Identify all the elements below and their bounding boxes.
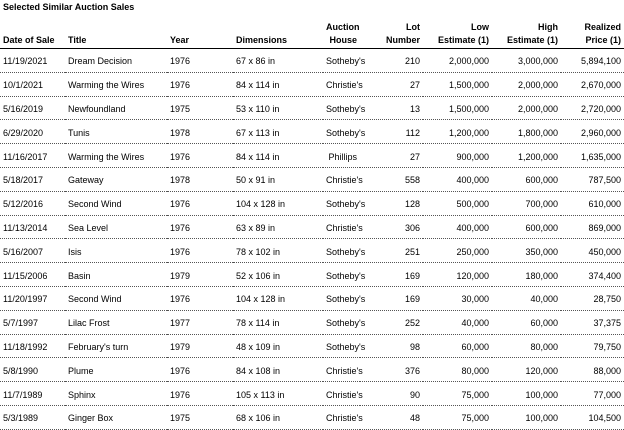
cell-realized-price: 1,635,000 xyxy=(580,151,621,162)
cell-auction-house: Sotheby's xyxy=(326,318,366,329)
header-realized-price: Realized Price (1) xyxy=(584,22,621,45)
cell-realized-price: 869,000 xyxy=(588,222,621,233)
cell-auction-house: Christie's xyxy=(326,222,363,233)
table-row xyxy=(0,167,624,191)
header-high-estimate: High Estimate (1) xyxy=(506,22,558,45)
cell-dimensions: 52 x 106 in xyxy=(236,270,281,281)
cell-dimensions: 67 x 86 in xyxy=(236,56,276,67)
table-row xyxy=(0,72,624,96)
table-row xyxy=(0,96,624,120)
cell-low-estimate: 30,000 xyxy=(461,294,489,305)
cell-dimensions: 84 x 114 in xyxy=(236,80,280,91)
cell-lot-number: 251 xyxy=(404,246,420,257)
table-row xyxy=(0,215,624,239)
cell-lot-number: 98 xyxy=(409,341,420,352)
cell-year: 1975 xyxy=(170,103,191,114)
cell-low-estimate: 60,000 xyxy=(461,341,489,352)
cell-high-estimate: 100,000 xyxy=(525,389,558,400)
cell-realized-price: 450,000 xyxy=(588,246,621,257)
cell-lot-number: 376 xyxy=(404,365,420,376)
cell-lot-number: 27 xyxy=(409,151,420,162)
cell-high-estimate: 60,000 xyxy=(530,318,558,329)
cell-year: 1976 xyxy=(170,389,191,400)
cell-date: 10/1/2021 xyxy=(3,80,44,91)
cell-title: Plume xyxy=(68,365,94,376)
cell-date: 11/20/1997 xyxy=(3,294,48,305)
cell-low-estimate: 400,000 xyxy=(456,222,489,233)
cell-high-estimate: 1,800,000 xyxy=(517,127,558,138)
cell-dimensions: 104 x 128 in xyxy=(236,294,286,305)
cell-date: 5/16/2007 xyxy=(3,246,44,257)
cell-realized-price: 374,400 xyxy=(588,270,621,281)
cell-dimensions: 78 x 102 in xyxy=(236,246,281,257)
cell-lot-number: 169 xyxy=(404,294,420,305)
table-row xyxy=(0,405,624,429)
cell-auction-house: Phillips xyxy=(328,151,357,162)
cell-date: 5/18/2017 xyxy=(3,175,44,186)
table-row xyxy=(0,263,624,287)
cell-realized-price: 79,750 xyxy=(593,341,621,352)
cell-year: 1979 xyxy=(170,341,191,352)
cell-lot-number: 13 xyxy=(409,103,420,114)
table-row xyxy=(0,310,624,334)
cell-high-estimate: 350,000 xyxy=(525,246,558,257)
cell-dimensions: 53 x 110 in xyxy=(236,103,280,114)
cell-date: 11/19/2021 xyxy=(3,56,48,67)
table-row xyxy=(0,358,624,382)
cell-title: Lilac Frost xyxy=(68,318,110,329)
cell-title: Warming the Wires xyxy=(68,80,145,91)
cell-year: 1975 xyxy=(170,413,191,424)
header-date: Date of Sale xyxy=(3,35,55,45)
cell-year: 1976 xyxy=(170,365,191,376)
cell-lot-number: 252 xyxy=(404,318,420,329)
cell-dimensions: 105 x 113 in xyxy=(236,389,285,400)
cell-auction-house: Christie's xyxy=(326,413,363,424)
header-low-estimate: Low Estimate (1) xyxy=(437,22,489,45)
cell-realized-price: 610,000 xyxy=(588,199,621,210)
cell-high-estimate: 700,000 xyxy=(525,199,558,210)
cell-title: Basin xyxy=(68,270,91,281)
header-title: Title xyxy=(68,35,87,45)
cell-realized-price: 2,720,000 xyxy=(580,103,621,114)
cell-dimensions: 104 x 128 in xyxy=(236,199,286,210)
header-year: Year xyxy=(170,35,190,45)
cell-year: 1977 xyxy=(170,318,191,329)
cell-date: 11/13/2014 xyxy=(3,222,48,233)
cell-year: 1976 xyxy=(170,151,191,162)
cell-lot-number: 128 xyxy=(404,199,420,210)
table-row xyxy=(0,120,624,144)
cell-low-estimate: 2,000,000 xyxy=(448,56,489,67)
cell-realized-price: 5,894,100 xyxy=(580,56,621,67)
cell-dimensions: 63 x 89 in xyxy=(236,222,276,233)
cell-year: 1976 xyxy=(170,246,191,257)
cell-realized-price: 787,500 xyxy=(588,175,621,186)
cell-title: Tunis xyxy=(68,127,90,138)
cell-dimensions: 50 x 91 in xyxy=(236,175,276,186)
cell-date: 11/15/2006 xyxy=(3,270,48,281)
cell-low-estimate: 900,000 xyxy=(456,151,489,162)
cell-date: 6/29/2020 xyxy=(3,127,44,138)
cell-realized-price: 2,670,000 xyxy=(580,80,621,91)
cell-dimensions: 67 x 113 in xyxy=(236,127,280,138)
cell-title: Warming the Wires xyxy=(68,151,145,162)
cell-title: Isis xyxy=(68,246,82,257)
cell-date: 5/16/2019 xyxy=(3,103,44,114)
header-auction-house: Auction House xyxy=(326,22,360,45)
cell-year: 1976 xyxy=(170,56,191,67)
cell-dimensions: 78 x 114 in xyxy=(236,318,280,329)
cell-year: 1976 xyxy=(170,80,191,91)
cell-low-estimate: 250,000 xyxy=(456,246,489,257)
cell-realized-price: 104,500 xyxy=(588,413,621,424)
cell-high-estimate: 3,000,000 xyxy=(517,56,558,67)
cell-high-estimate: 2,000,000 xyxy=(517,80,558,91)
cell-title: February's turn xyxy=(68,341,129,352)
table-header-row xyxy=(0,17,624,49)
cell-low-estimate: 1,500,000 xyxy=(448,103,489,114)
cell-auction-house: Christie's xyxy=(326,389,363,400)
table-row xyxy=(0,382,624,406)
cell-year: 1979 xyxy=(170,270,191,281)
cell-date: 5/12/2016 xyxy=(3,199,44,210)
cell-auction-house: Christie's xyxy=(326,80,363,91)
cell-title: Sea Level xyxy=(68,222,109,233)
cell-auction-house: Sotheby's xyxy=(326,103,366,114)
cell-dimensions: 68 x 106 in xyxy=(236,413,281,424)
cell-low-estimate: 1,500,000 xyxy=(448,80,489,91)
cell-date: 11/7/1989 xyxy=(3,389,43,400)
cell-high-estimate: 100,000 xyxy=(525,413,558,424)
cell-auction-house: Christie's xyxy=(326,175,363,186)
cell-low-estimate: 400,000 xyxy=(456,175,489,186)
cell-auction-house: Christie's xyxy=(326,365,363,376)
table-row xyxy=(0,334,624,358)
cell-high-estimate: 120,000 xyxy=(525,365,558,376)
cell-date: 5/7/1997 xyxy=(3,318,39,329)
header-lot-number: Lot Number xyxy=(385,22,420,45)
cell-lot-number: 558 xyxy=(404,175,420,186)
cell-title: Sphinx xyxy=(68,389,96,400)
table-row xyxy=(0,49,624,73)
cell-date: 11/18/1992 xyxy=(3,341,48,352)
cell-realized-price: 88,000 xyxy=(593,365,621,376)
cell-dimensions: 48 x 109 in xyxy=(236,341,281,352)
cell-year: 1976 xyxy=(170,294,191,305)
cell-high-estimate: 600,000 xyxy=(525,175,558,186)
cell-lot-number: 169 xyxy=(404,270,420,281)
cell-low-estimate: 500,000 xyxy=(456,199,489,210)
cell-low-estimate: 75,000 xyxy=(461,413,489,424)
table-row xyxy=(0,286,624,310)
cell-auction-house: Sotheby's xyxy=(326,199,366,210)
cell-high-estimate: 180,000 xyxy=(525,270,558,281)
cell-date: 5/8/1990 xyxy=(3,365,39,376)
cell-low-estimate: 40,000 xyxy=(461,318,489,329)
header-dimensions: Dimensions xyxy=(236,35,288,45)
cell-title: Ginger Box xyxy=(68,413,114,424)
cell-lot-number: 90 xyxy=(409,389,420,400)
cell-high-estimate: 2,000,000 xyxy=(517,103,558,114)
cell-low-estimate: 80,000 xyxy=(461,365,489,376)
cell-year: 1976 xyxy=(170,199,191,210)
cell-date: 5/3/1989 xyxy=(3,413,39,424)
table-heading: Selected Similar Auction Sales xyxy=(3,2,135,12)
cell-low-estimate: 120,000 xyxy=(456,270,489,281)
cell-dimensions: 84 x 114 in xyxy=(236,151,280,162)
cell-title: Second Wind xyxy=(68,199,122,210)
cell-auction-house: Sotheby's xyxy=(326,246,366,257)
cell-date: 11/16/2017 xyxy=(3,151,48,162)
cell-title: Dream Decision xyxy=(68,56,133,67)
cell-title: Second Wind xyxy=(68,294,122,305)
cell-low-estimate: 75,000 xyxy=(461,389,489,400)
cell-lot-number: 210 xyxy=(404,56,420,67)
cell-auction-house: Sotheby's xyxy=(326,270,366,281)
cell-year: 1976 xyxy=(170,222,191,233)
cell-lot-number: 112 xyxy=(405,127,420,138)
cell-title: Gateway xyxy=(68,175,104,186)
cell-high-estimate: 80,000 xyxy=(530,341,558,352)
cell-high-estimate: 600,000 xyxy=(525,222,558,233)
cell-realized-price: 2,960,000 xyxy=(580,127,621,138)
cell-auction-house: Sotheby's xyxy=(326,56,366,67)
cell-realized-price: 28,750 xyxy=(593,294,621,305)
cell-realized-price: 37,375 xyxy=(593,318,621,329)
table-row xyxy=(0,239,624,263)
cell-auction-house: Sotheby's xyxy=(326,127,366,138)
cell-lot-number: 27 xyxy=(409,80,420,91)
auction-sales-table xyxy=(0,17,624,430)
cell-low-estimate: 1,200,000 xyxy=(448,127,489,138)
cell-auction-house: Sotheby's xyxy=(326,294,366,305)
cell-high-estimate: 40,000 xyxy=(530,294,558,305)
table-row xyxy=(0,144,624,168)
table-row xyxy=(0,191,624,215)
cell-title: Newfoundland xyxy=(68,103,126,114)
cell-year: 1978 xyxy=(170,175,191,186)
cell-lot-number: 48 xyxy=(409,413,420,424)
cell-realized-price: 77,000 xyxy=(593,389,621,400)
cell-year: 1978 xyxy=(170,127,191,138)
cell-lot-number: 306 xyxy=(404,222,420,233)
cell-auction-house: Sotheby's xyxy=(326,341,366,352)
cell-high-estimate: 1,200,000 xyxy=(517,151,558,162)
cell-dimensions: 84 x 108 in xyxy=(236,365,281,376)
